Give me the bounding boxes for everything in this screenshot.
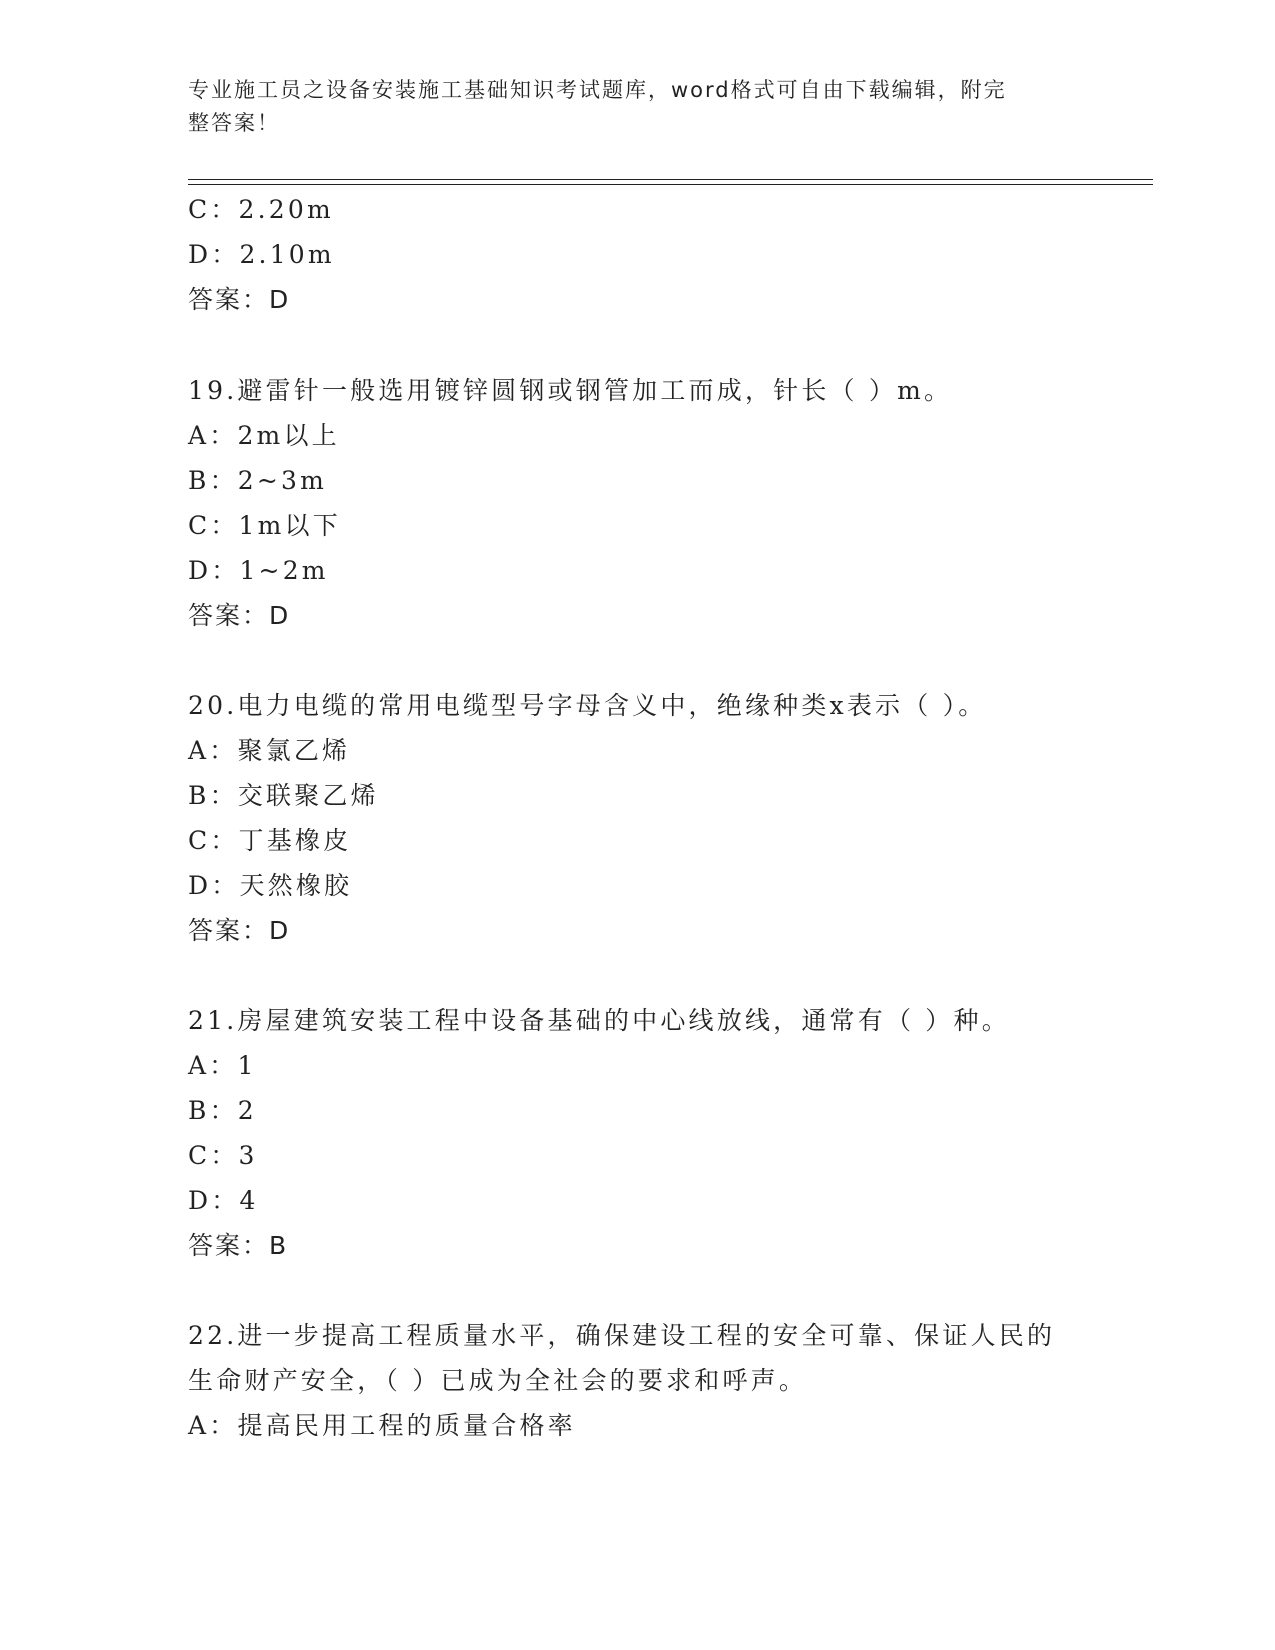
prev-answer: 答案：D xyxy=(188,285,291,314)
prev-option-d: D：2.10m xyxy=(188,240,335,269)
question-22-option-a: A：提高民用工程的质量合格率 xyxy=(188,1411,576,1440)
question-19-stem: 19.避雷针一般选用镀锌圆钢或钢管加工而成，针长（ ）m。 xyxy=(188,376,953,405)
header-rule-top xyxy=(188,179,1153,180)
question-19-answer: 答案：D xyxy=(188,601,291,630)
question-20-answer: 答案：D xyxy=(188,916,291,945)
question-21-option-d: D：4 xyxy=(188,1186,259,1215)
page-header xyxy=(188,74,1088,140)
question-19-option-c: C：1m以下 xyxy=(188,511,341,540)
prev-option-c: C：2.20m xyxy=(188,195,334,224)
question-20-stem: 20.电力电缆的常用电缆型号字母含义中，绝缘种类x表示（ ）。 xyxy=(188,691,987,720)
question-22-stem-line-2: 生命财产安全，（ ）已成为全社会的要求和呼声。 xyxy=(188,1366,808,1395)
question-19-option-d: D：1~2m xyxy=(188,556,329,585)
header-line-1: 专业施工员之设备安装施工基础知识考试题库，word格式可自由下载编辑，附完 xyxy=(188,78,1007,102)
header-line-2: 整答案！ xyxy=(188,111,280,135)
question-20-option-c: C：丁基橡皮 xyxy=(188,826,352,855)
question-22-stem-line-1: 22.进一步提高工程质量水平，确保建设工程的安全可靠、保证人民的 xyxy=(188,1321,1056,1350)
question-21-stem: 21.房屋建筑安装工程中设备基础的中心线放线，通常有（ ）种。 xyxy=(188,1006,1010,1035)
question-20-option-d: D：天然橡胶 xyxy=(188,871,353,900)
question-19-option-a: A：2m以上 xyxy=(188,421,340,450)
question-20-option-a: A：聚氯乙烯 xyxy=(188,736,351,765)
question-21-option-b: B：2 xyxy=(188,1096,257,1125)
header-rule-bottom xyxy=(188,184,1153,185)
question-19-option-b: B：2~3m xyxy=(188,466,328,495)
question-21-answer: 答案：B xyxy=(188,1231,289,1260)
question-20-option-b: B：交联聚乙烯 xyxy=(188,781,379,810)
question-21-option-a: A：1 xyxy=(188,1051,257,1080)
question-21-option-c: C：3 xyxy=(188,1141,258,1170)
